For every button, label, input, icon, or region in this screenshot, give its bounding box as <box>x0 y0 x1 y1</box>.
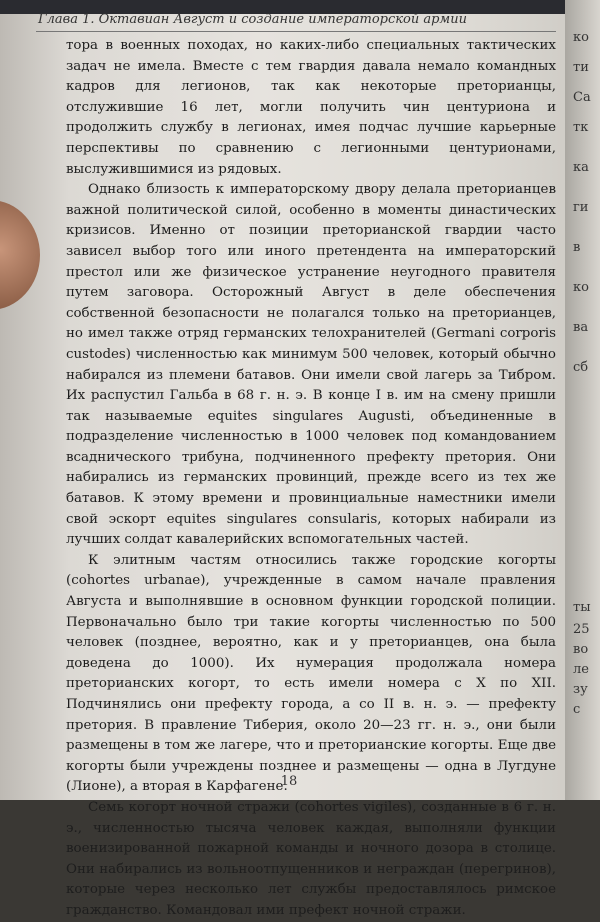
next-page-fragment: тк <box>573 120 589 135</box>
next-page-fragment: с <box>573 702 581 717</box>
paragraph-4: Семь когорт ночной стражи (cohortes vigiles), созданные в 6 г. н. э., численностью тысяча человек каждая, выполняли функции военизированной пожарной команды и ночного дозора в столице. Они набирались из вольноотпущенников и неграждан (перегринов), которые через несколько лет службы предоставлялось римское гражданство. Командовал ими префект ночной стражи. <box>66 799 556 918</box>
next-page-fragment: во <box>573 642 589 657</box>
next-page-fragment: ко <box>573 30 589 45</box>
next-page-fragment: ты <box>573 600 591 615</box>
next-page-fragment: Са <box>573 90 591 105</box>
page-number: 18 <box>280 774 298 789</box>
next-page-edge <box>565 0 600 800</box>
next-page-fragment: сб <box>573 360 589 375</box>
next-page-fragment: ва <box>573 320 589 335</box>
next-page-fragment: ле <box>573 662 589 677</box>
next-page-fragment: ги <box>573 200 589 215</box>
paragraph-1: тора в военных походах, но каких-либо специальных тактических задач не имела. Вместе с тем гвардия давала немало командных кадров для легионов, так как некоторые преторианцы, отслужившие 16 лет, могли получить чин центуриона и продолжить службу в легионах, имея подчас лучшие карьерные перспективы по сравнению с легионными центурионами, выслужившимися из рядовых. <box>66 38 556 177</box>
paragraph-3: К элитным частям относились также городские когорты (cohortes urbanae), учрежденные в самом начале правления Августа и выполнявшие в основном функции городской полиции. Первоначально было три такие когорты численностью по 500 человек (позднее, вероятно, как и у преторианцев, она была доведена до 1000). Их нумерация продолжала номера преторианских когорт, то есть имели номера с X по XII. Подчинялись они префекту города, а со II в. н. э. — префекту претория. В правление Тиберия, около 20—23 гг. н. э., они были размещены в том же лагере, что и преторианские когорты. Еще две когорты были учреждены позднее и размещены — одна в Лугдуне (Лионе), а вторая в Карфагене. <box>66 552 556 795</box>
paragraph-2: Однако близость к императорскому двору делала преторианцев важной политической силой, особенно в моменты династических кризисов. Именно от позиции преторианской гвардии часто зависел выбор того или иного претендента на императорский престол или же физическое устранение неугодного правителя путем заговора. Осторожный Август в деле обеспечения собственной безопасности не полагался только на преторианцев, но имел также отряд германских телохранителей (Germani corporis custodes) численностью как минимум 500 человек, который обычно набирался из племени батавов. Они имели свой лагерь за Тибром. Их распустил Гальба в 68 г. н. э. В конце I в. им на смену пришли так называемые equites singulares Augusti, объединенные в подразделение численностью в 1000 человек под командованием всаднического трибуна, подчиненного префекту претория. Они набирались из германских провинций, прежде всего из тех же батавов. К этому времени и провинциальные наместники имели свой эскорт equites singulares consularis, которых набирали из лучших солдат кавалерийских вспомогательных частей. <box>66 182 556 548</box>
next-page-fragment: ка <box>573 160 589 175</box>
thumb <box>0 200 40 310</box>
next-page-fragment: в <box>573 240 581 255</box>
next-page-fragment: 25 <box>573 622 590 637</box>
next-page-fragment: ти <box>573 60 589 75</box>
next-page-fragment: зу <box>573 682 588 697</box>
header-rule <box>36 31 556 32</box>
running-header: Глава 1. Октавиан Август и создание императорской армии <box>38 12 467 27</box>
next-page-fragment: ко <box>573 280 589 295</box>
